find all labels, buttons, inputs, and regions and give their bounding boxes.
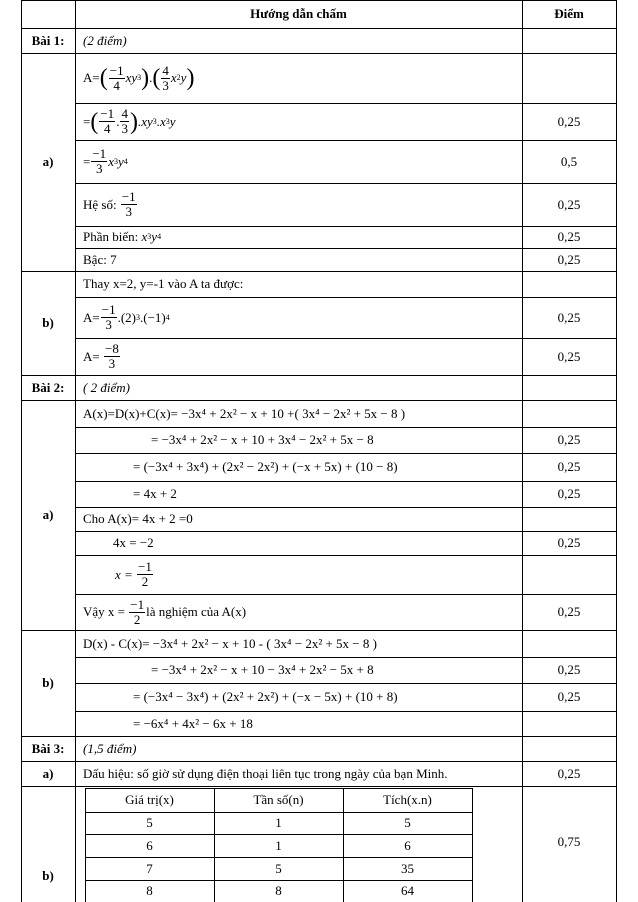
bai2-b-line1: D(x) - C(x)= −3x⁴ + 2x² − x + 10 - ( 3x⁴ − 2x² + 5x − 8 ) bbox=[83, 635, 377, 651]
bai1-b-result: A= $\frac{-8}{3}$ bbox=[83, 341, 119, 371]
bai1-coefficient: Hệ số: $\frac{-1}{3}$ bbox=[83, 189, 136, 219]
bai2-a-line4-score: 0,25 bbox=[557, 486, 581, 501]
bai1-variable-score: 0,25 bbox=[557, 229, 581, 244]
bai2-b-line2: = −3x⁴ + 2x² − x + 10 − 3x⁴ + 2x² − 5x + 8 bbox=[151, 662, 374, 677]
bai1-step1: = ( $\frac{-1}{4}$ . $\frac{4}{3}$ ) .xy 3 .x 3 y bbox=[83, 106, 176, 136]
table-cell: 6 bbox=[404, 837, 411, 853]
table-cell: 8 bbox=[275, 883, 282, 898]
table-cell: 8 bbox=[146, 883, 153, 898]
bai2-b-label: b) bbox=[42, 675, 54, 690]
table-cell: 64 bbox=[401, 883, 414, 898]
bai3-title: Bài 3: bbox=[31, 740, 65, 756]
bai1-variable: Phần biến: x 3 y 4 bbox=[83, 229, 162, 244]
bai1-expr-a: A= ( $\frac{-1}{4}$ xy 3 ) . ( $\frac{4}{3}$ x 2 y ) bbox=[83, 62, 195, 93]
table-cell: 1 bbox=[275, 815, 282, 830]
bai2-a-label: a) bbox=[42, 507, 54, 522]
bai1-step2: = $\frac{-1}{3}$ x 3 y 4 bbox=[83, 146, 128, 176]
bai2-b-line3: = (−3x⁴ − 3x⁴) + (2x² + 2x²) + (−x − 5x) + (10 + 8) bbox=[133, 689, 398, 704]
header-guide: Hướng dẫn chấm bbox=[250, 6, 347, 21]
table-cell: 5 bbox=[404, 815, 411, 830]
bai1-b-label: b) bbox=[42, 315, 54, 330]
bai1-points: (2 điểm) bbox=[83, 32, 127, 48]
bai1-step2-score: 0,5 bbox=[560, 153, 578, 169]
bai2-title: Bài 2: bbox=[31, 379, 65, 395]
bai1-degree-score: 0,25 bbox=[557, 251, 581, 267]
frequency-table bbox=[85, 788, 472, 902]
bai2-a-line4: = 4x + 2 bbox=[133, 486, 177, 501]
table-cell: 6 bbox=[146, 837, 153, 853]
header-score: Điểm bbox=[554, 6, 584, 21]
bai1-b-step1: A= $\frac{-1}{3}$ .(2) 3 .(−1) 4 bbox=[83, 302, 170, 332]
bai3-b-score: 0,75 bbox=[557, 834, 581, 849]
bai2-a-line2: = −3x⁴ + 2x² − x + 10 + 3x⁴ − 2x² + 5x − 8 bbox=[151, 432, 374, 447]
table-cell: 1 bbox=[275, 837, 282, 853]
bai2-a-conclusion: Vậy x = $\frac{-1}{2}$ là nghiệm của A(x) bbox=[83, 596, 247, 627]
bai2-a-line6-score: 0,25 bbox=[557, 535, 581, 550]
table-cell: 35 bbox=[401, 860, 414, 876]
freq-header-product: Tích(x.n) bbox=[383, 792, 432, 807]
bai1-degree: Bậc: 7 bbox=[83, 251, 117, 267]
table-cell: 7 bbox=[146, 860, 153, 876]
bai2-a-line7: x = $\frac{-1}{2}$ bbox=[115, 559, 152, 589]
bai2-a-line6: 4x = −2 bbox=[113, 535, 154, 550]
bai1-substitute: Thay x=2, y=-1 vào A ta được: bbox=[83, 276, 244, 291]
grading-table bbox=[21, 0, 617, 902]
bai3-b-label: b) bbox=[42, 868, 54, 883]
bai1-a-label: a) bbox=[42, 154, 54, 169]
bai2-b-line2-score: 0,25 bbox=[557, 662, 581, 677]
bai1-title: Bài 1: bbox=[31, 32, 65, 48]
table-cell: 5 bbox=[275, 860, 282, 876]
freq-header-frequency: Tần số(n) bbox=[253, 792, 304, 807]
bai2-points: ( 2 điểm) bbox=[83, 379, 130, 395]
bai2-a-line2-score: 0,25 bbox=[557, 432, 581, 447]
bai2-b-line3-score: 0,25 bbox=[557, 689, 581, 704]
bai1-step1-score: 0,25 bbox=[557, 113, 581, 129]
bai2-a-conclusion-score: 0,25 bbox=[557, 604, 581, 619]
bai2-a-line5: Cho A(x)= 4x + 2 =0 bbox=[83, 511, 193, 526]
bai2-b-line4: = −6x⁴ + 4x² − 6x + 18 bbox=[133, 715, 253, 731]
bai1-coefficient-score: 0,25 bbox=[557, 196, 581, 212]
bai3-a-text: Dấu hiệu: số giờ sử dụng điện thoại liên tục trong ngày của bạn Minh. bbox=[83, 765, 448, 781]
freq-header-value: Giá trị(x) bbox=[125, 792, 174, 807]
bai2-a-line3: = (−3x⁴ + 3x⁴) + (2x² − 2x²) + (−x + 5x) + (10 − 8) bbox=[133, 459, 398, 474]
bai2-a-line1: A(x)=D(x)+C(x)= −3x⁴ + 2x² − x + 10 +( 3x⁴ − 2x² + 5x − 8 ) bbox=[83, 405, 406, 421]
bai3-a-score: 0,25 bbox=[557, 765, 581, 781]
bai3-a-label: a) bbox=[42, 765, 54, 781]
bai1-b-step1-score: 0,25 bbox=[557, 309, 581, 325]
table-cell: 5 bbox=[146, 815, 153, 830]
bai1-b-result-score: 0,25 bbox=[557, 348, 581, 364]
bai3-points: (1,5 điểm) bbox=[83, 740, 137, 756]
bai2-a-line3-score: 0,25 bbox=[557, 459, 581, 474]
